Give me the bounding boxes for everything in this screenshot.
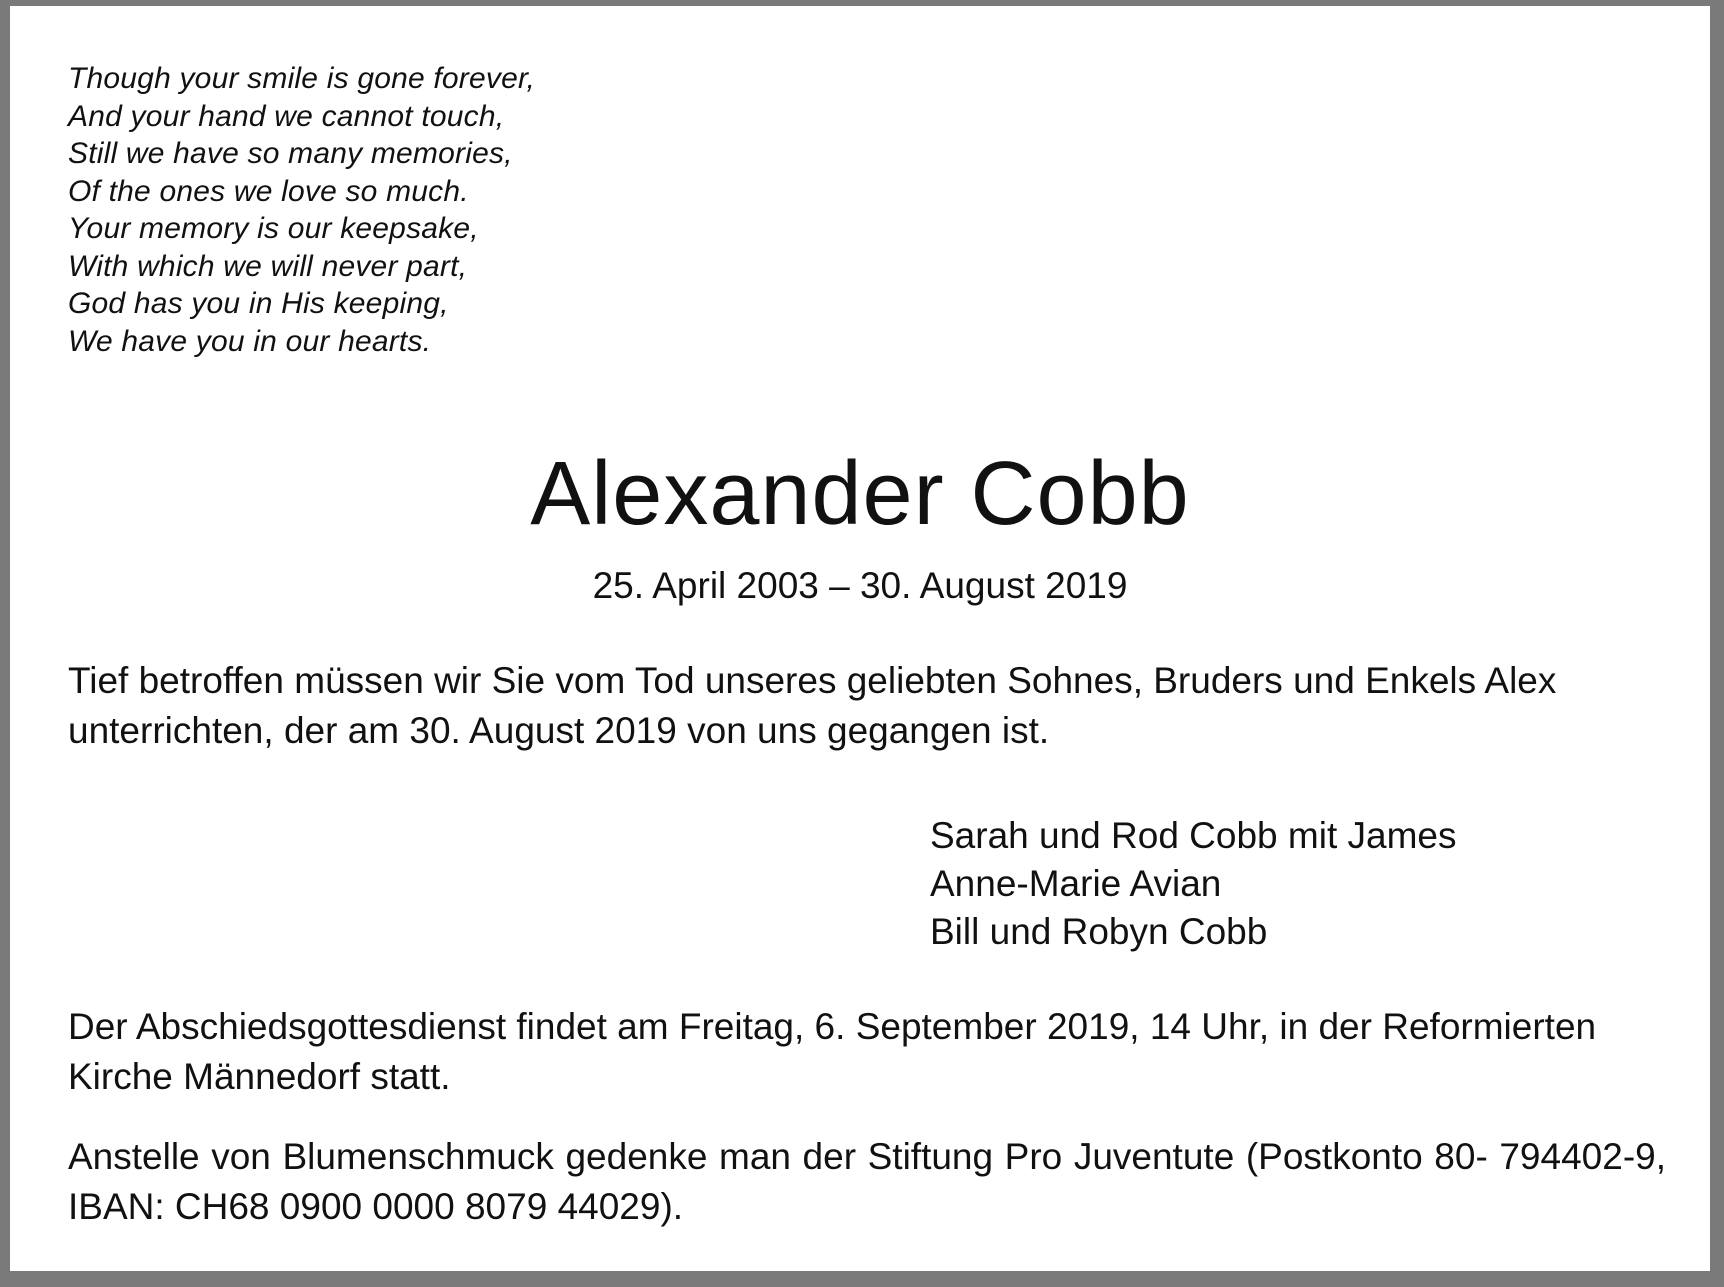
- funeral-service-notice: Der Abschiedsgottesdienst findet am Freitag, 6. September 2019, 14 Uhr, in der Reformierten Kirche Männedorf statt.: [68, 1006, 1597, 1097]
- life-dates: 25. April 2003 – 30. August 2019: [592, 565, 1128, 606]
- obituary-card: [10, 6, 1710, 1271]
- poem-line: Still we have so many memories,: [68, 137, 513, 170]
- deceased-name: Alexander Cobb: [530, 444, 1190, 544]
- poem-line: Your memory is our keepsake,: [68, 212, 479, 245]
- donation-notice: Anstelle von Blumenschmuck gedenke man der Stiftung Pro Juventute (Postkonto 80- 794402-9, IBAN: CH68 0900 0000 8079 44029).: [68, 1136, 1666, 1227]
- poem-line: We have you in our hearts.: [68, 324, 432, 358]
- death-announcement: Tief betroffen müssen wir Sie vom Tod unseres geliebten Sohnes, Bruders und Enkels Alex unterrichten, der am 30. August 2019 von uns gegangen ist.: [68, 660, 1557, 751]
- mourners-list: [930, 812, 1457, 956]
- mourner-name: Bill und Robyn Cobb: [930, 911, 1268, 952]
- poem-line: Though your smile is gone forever,: [68, 62, 536, 95]
- poem-line: God has you in His keeping,: [68, 287, 449, 320]
- poem-line: Of the ones we love so much.: [68, 174, 469, 208]
- memorial-poem: [68, 60, 535, 360]
- poem-line: With which we will never part,: [68, 249, 468, 283]
- poem-line: And your hand we cannot touch,: [68, 99, 505, 133]
- mourner-name: Anne-Marie Avian: [930, 863, 1222, 904]
- mourner-name: Sarah und Rod Cobb mit James: [930, 815, 1457, 856]
